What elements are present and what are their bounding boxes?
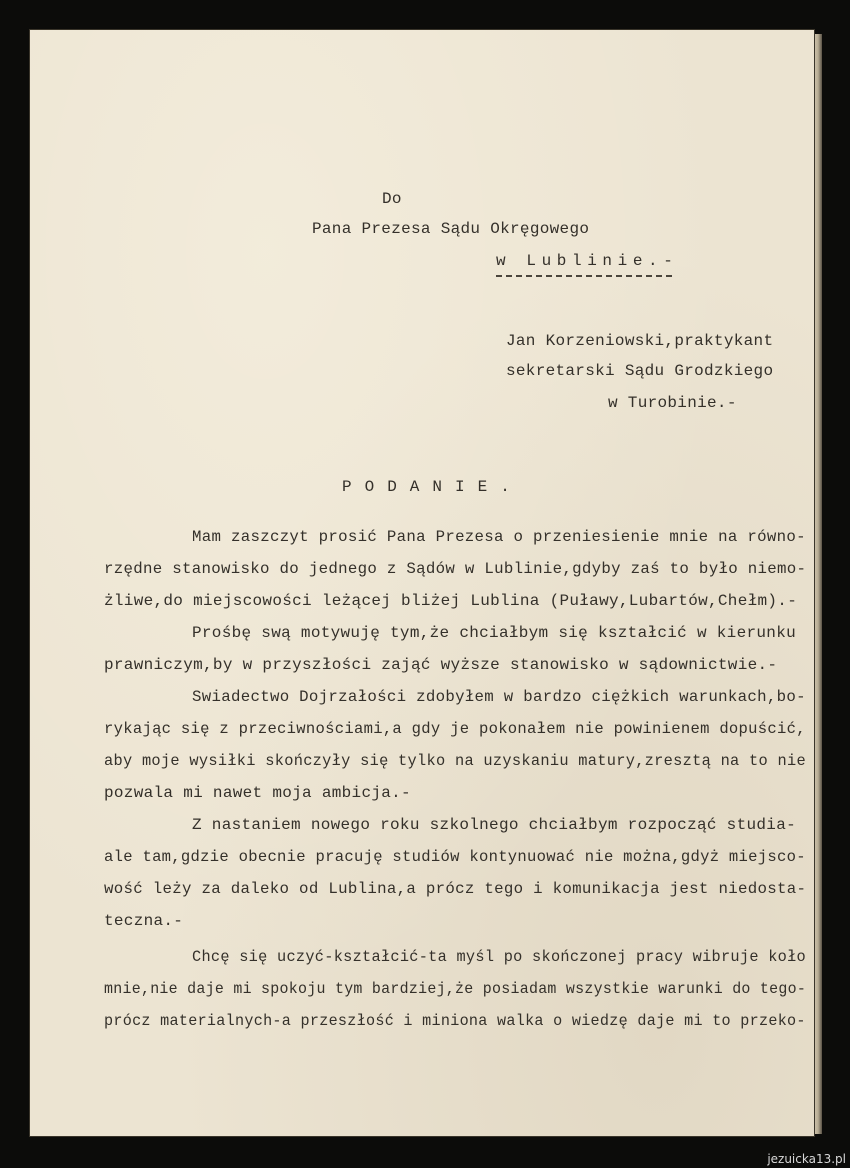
address-to: Do	[382, 190, 402, 208]
body-line: mnie,nie daje mi spokoju tym bardziej,że posiadam wszystkie warunki do tego-	[104, 980, 807, 998]
body-line: Mam zaszczyt prosić Pana Prezesa o przeniesienie mnie na równo-	[192, 528, 806, 546]
document-page	[30, 30, 814, 1136]
body-line: Z nastaniem nowego roku szkolnego chciałbym rozpocząć studia-	[192, 816, 796, 834]
address-city-underline	[496, 275, 672, 277]
address-city: w Lublinie.-	[496, 252, 679, 270]
body-line: aby moje wysiłki skończyły się tylko na uzyskaniu matury,zresztą na to nie	[104, 752, 806, 770]
address-recipient: Pana Prezesa Sądu Okręgowego	[312, 220, 590, 238]
sender-line-2: sekretarski Sądu Grodzkiego	[506, 362, 774, 380]
body-line: żliwe,do miejscowości leżącej bliżej Lublina (Puławy,Lubartów,Chełm).-	[104, 592, 798, 610]
body-line: prawniczym,by w przyszłości zająć wyższe stanowisko w sądownictwie.-	[104, 656, 778, 674]
sender-line-3: w Turobinie.-	[608, 394, 737, 412]
body-line: ale tam,gdzie obecnie pracuję studiów kontynuować nie można,gdyż miejsco-	[104, 848, 806, 866]
body-line: Swiadectwo Dojrzałości zdobyłem w bardzo ciężkich warunkach,bo-	[192, 688, 806, 706]
body-line: prócz materialnych-a przeszłość i miniona walka o wiedzę daje mi to przeko-	[104, 1012, 806, 1030]
body-line: pozwala mi nawet moja ambicja.-	[104, 784, 411, 802]
document-title: PODANIE.	[342, 478, 523, 496]
sender-line-1: Jan Korzeniowski,praktykant	[506, 332, 774, 350]
body-line: teczna.-	[104, 912, 184, 930]
body-line: wość leży za daleko od Lublina,a prócz tego i komunikacja jest niedosta-	[104, 880, 807, 898]
site-watermark: jezuicka13.pl	[767, 1152, 846, 1166]
body-line: Prośbę swą motywuję tym,że chciałbym się kształcić w kierunku	[192, 624, 796, 642]
body-line: rzędne stanowisko do jednego z Sądów w Lublinie,gdyby zaś to było niemo-	[104, 560, 807, 578]
body-line: Chcę się uczyć-kształcić-ta myśl po skończonej pracy wibruje koło	[192, 948, 807, 966]
body-line: rykając się z przeciwnościami,a gdy je pokonałem nie powinienem dopuścić,	[104, 720, 806, 738]
